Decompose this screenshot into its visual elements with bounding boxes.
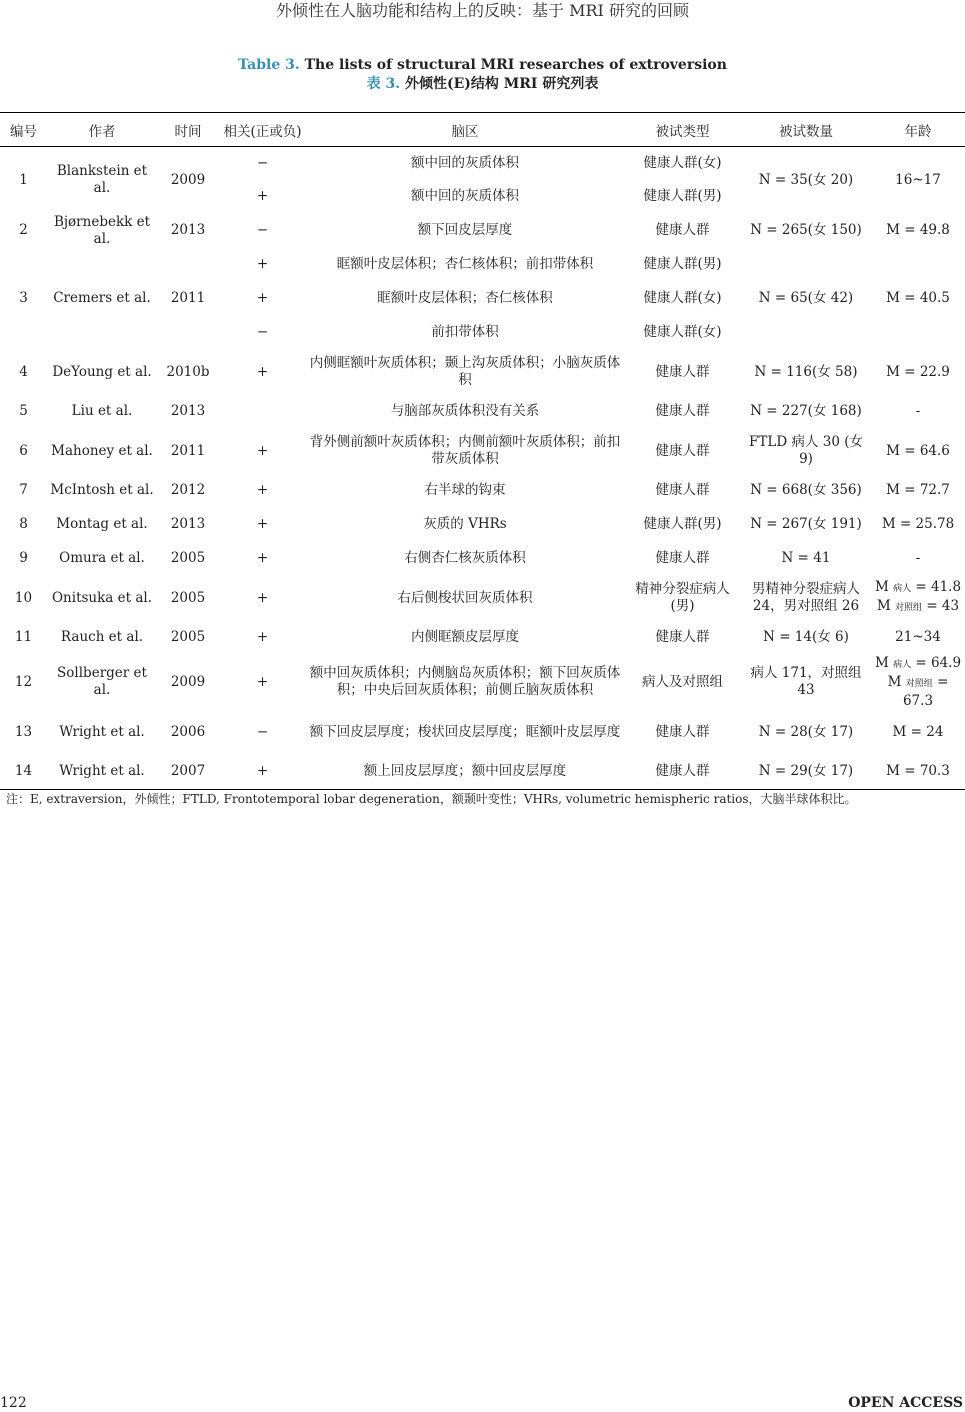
age-patient-subscript: 病人	[893, 584, 912, 594]
cell-id: 9	[19, 550, 28, 566]
table-row	[0, 710, 965, 755]
cell-id: 2	[19, 222, 28, 238]
col-header-sign: 相关(正或负)	[219, 113, 306, 147]
cell-year: 2011	[170, 442, 206, 459]
cell-author: Omura et al.	[59, 550, 145, 566]
age-patient-line	[873, 655, 963, 674]
cell-sample-size: N = 28(女 17)	[758, 723, 854, 740]
cell-author: Cremers et al.	[53, 290, 151, 306]
age-control-subscript: 对照组	[895, 603, 923, 613]
cell-subject-type: 病人及对照组	[642, 673, 723, 690]
cell-sign: +	[219, 755, 306, 790]
cell-author: Montag et al.	[56, 516, 148, 532]
cell-region: 额中回的灰质体积	[411, 154, 519, 171]
running-header: 外倾性在人脑功能和结构上的反映：基于 MRI 研究的回顾	[276, 1, 689, 20]
cell-year: 2009	[170, 171, 206, 188]
page-number: 122	[0, 1395, 27, 1411]
cell-subject-type: 健康人群	[655, 723, 710, 740]
cell-region: 眶额叶皮层体积；杏仁核体积	[377, 290, 553, 306]
cell-year: 2013	[170, 516, 206, 532]
age-control-line	[873, 674, 963, 710]
cell-subject-type: 健康人群	[655, 403, 710, 419]
table-row	[0, 576, 965, 621]
age-control-value: = 43	[926, 598, 960, 614]
cell-region: 额下回皮层厚度	[417, 222, 513, 238]
cell-age: M = 22.9	[886, 363, 950, 380]
col-header-region: 脑区	[306, 113, 624, 147]
caption-english	[0, 56, 965, 75]
cell-id: 11	[14, 629, 33, 645]
cell-year: 2007	[157, 755, 219, 790]
cell-year: 2010b	[166, 363, 210, 380]
cell-author: McIntosh et al.	[50, 482, 154, 498]
cell-region: 额中回灰质体积；内侧脑岛灰质体积；额下回灰质体积；中央后回灰质体积；前侧丘脑灰质体积	[309, 665, 621, 698]
cell-sign: +	[256, 256, 269, 272]
cell-year: 2006	[170, 723, 206, 740]
cell-region: 右半球的钩束	[424, 482, 506, 498]
cell-region: 内侧眶额叶灰质体积；颞上沟灰质体积；小脑灰质体积	[309, 355, 621, 388]
col-header-id: 编号	[0, 113, 47, 147]
cell-sample-size: N = 14(女 6)	[763, 629, 849, 645]
cell-age	[871, 655, 965, 710]
cell-region: 与脑部灰质体积没有关系	[390, 403, 540, 419]
cell-sign: +	[256, 363, 269, 380]
cell-id: 10	[14, 589, 33, 606]
cell-id: 1	[19, 171, 28, 188]
cell-id: 6	[19, 442, 28, 459]
cell-age: M = 70.3	[871, 755, 965, 790]
cell-sample-size: FTLD 病人 30 (女 9)	[749, 434, 863, 467]
cell-region: 右侧杏仁核灰质体积	[404, 550, 526, 566]
age-control-line	[873, 598, 963, 617]
table-row	[0, 508, 965, 542]
col-header-sample-size: 被试数量	[741, 113, 871, 147]
cell-sample-size: 男精神分裂症病人 24，男对照组 26	[752, 581, 860, 614]
cell-age: M = 72.7	[886, 482, 950, 498]
age-patient-subscript: 病人	[893, 659, 912, 670]
cell-age: 21~34	[895, 629, 941, 645]
col-header-author: 作者	[47, 113, 157, 147]
table-row	[0, 621, 965, 655]
cell-sign	[219, 395, 306, 429]
table-row	[0, 214, 965, 248]
age-m-label: M	[876, 598, 891, 614]
cell-id: 13	[14, 723, 33, 740]
cell-age: -	[915, 550, 921, 566]
age-patient-value: = 41.8	[915, 579, 962, 595]
table-row	[0, 429, 965, 474]
cell-region: 额下回皮层厚度；梭状回皮层厚度；眶额叶皮层厚度	[309, 723, 621, 740]
cell-subject-type: 健康人群	[655, 222, 710, 238]
table-row	[0, 350, 965, 395]
cell-id: 8	[19, 516, 28, 532]
cell-sample-size: N = 41	[781, 550, 831, 566]
table-footnote: 注：E, extraversion，外倾性；FTLD, Frontotemporal lobar degeneration，额颞叶变性；VHRs, volumetric hemispheric ratios，大脑半球体积比。	[6, 792, 857, 806]
table-row	[0, 474, 965, 508]
cell-sample-size: N = 35(女 20)	[758, 171, 854, 188]
col-header-age: 年龄	[871, 113, 965, 147]
cell-sign: +	[256, 188, 269, 204]
cell-year: 2009	[170, 673, 206, 690]
cell-region: 内侧眶额皮层厚度	[411, 629, 519, 645]
cell-id: 7	[19, 482, 28, 498]
table-row	[0, 395, 965, 429]
cell-age: M = 40.5	[886, 290, 950, 306]
cell-year: 2005	[170, 589, 206, 606]
cell-age: 16~17	[895, 171, 941, 188]
cell-year: 2012	[170, 482, 206, 498]
open-access-label: OPEN ACCESS	[848, 1395, 963, 1411]
age-m-label: M	[874, 579, 889, 595]
caption-zh-number: 表 3.	[366, 76, 401, 92]
cell-age: M = 24	[892, 723, 944, 740]
cell-author: Rauch et al.	[60, 629, 144, 645]
cell-age: -	[915, 403, 921, 419]
cell-age: M = 25.78	[881, 516, 955, 532]
caption-en-number: Table 3.	[238, 57, 300, 73]
table-row	[0, 542, 965, 576]
cell-sample-size: N = 116(女 58)	[754, 363, 858, 380]
cell-subject-type: 健康人群(女)	[643, 324, 722, 340]
cell-sign: −	[256, 723, 269, 740]
cell-region: 灰质的 VHRs	[423, 516, 507, 532]
cell-subject-type: 健康人群(女)	[643, 290, 722, 306]
cell-year: 2005	[170, 629, 206, 645]
cell-sign: +	[256, 442, 269, 459]
caption-zh-text: 外倾性(E)结构 MRI 研究列表	[405, 76, 599, 92]
cell-subject-type: 健康人群(男)	[643, 516, 722, 532]
cell-subject-type: 健康人群(男)	[643, 256, 722, 272]
cell-age	[871, 576, 965, 621]
cell-subject-type: 健康人群	[655, 550, 710, 566]
cell-author: Liu et al.	[71, 403, 133, 419]
cell-id: 4	[19, 363, 28, 380]
age-patient-value: = 64.9	[915, 654, 962, 671]
cell-sample-size: 病人 171，对照组 43	[750, 665, 862, 698]
cell-sign: +	[256, 290, 269, 306]
cell-author: Onitsuka et al.	[51, 589, 152, 606]
cell-author: Mahoney et al.	[51, 442, 153, 459]
age-m-label: M	[874, 654, 889, 671]
cell-author: Blankstein et al.	[56, 163, 148, 197]
cell-subject-type: 健康人群	[655, 442, 710, 459]
cell-author: DeYoung et al.	[52, 363, 152, 380]
cell-sign: +	[256, 550, 269, 566]
table-caption	[0, 56, 965, 94]
cell-sign: +	[256, 673, 269, 690]
age-control-value: = 67.3	[902, 673, 949, 709]
cell-year: 2011	[170, 290, 206, 306]
cell-subject-type: 健康人群	[655, 482, 710, 498]
cell-sign: −	[256, 222, 269, 238]
cell-sample-size: N = 227(女 168)	[750, 403, 862, 419]
age-m-label: M	[887, 673, 902, 690]
cell-sign: −	[256, 154, 269, 171]
cell-sample-size: N = 668(女 356)	[750, 482, 862, 498]
table-header-row	[0, 113, 965, 147]
cell-year: 2013	[170, 403, 206, 419]
cell-region: 背外侧前额叶灰质体积；内侧前额叶灰质体积；前扣带灰质体积	[309, 434, 621, 467]
cell-region: 眶额叶皮层体积；杏仁核体积；前扣带体积	[336, 256, 594, 272]
table-row	[0, 248, 965, 282]
cell-subject-type: 健康人群	[655, 629, 710, 645]
table-row	[0, 655, 965, 710]
cell-subject-type: 健康人群	[655, 363, 710, 380]
cell-region: 右后侧梭状回灰质体积	[397, 589, 533, 606]
cell-year: 2005	[170, 550, 206, 566]
cell-sample-size: N = 267(女 191)	[750, 516, 862, 532]
col-header-year: 时间	[157, 113, 219, 147]
cell-region: 前扣带体积	[431, 324, 499, 340]
cell-author: Wright et al.	[59, 723, 145, 740]
caption-en-text: The lists of structural MRI researches of extroversion	[304, 57, 727, 73]
cell-sign: +	[256, 516, 269, 532]
cell-year: 2013	[170, 222, 206, 238]
cell-sample-size: N = 265(女 150)	[750, 222, 862, 238]
col-header-subject-type: 被试类型	[624, 113, 741, 147]
cell-age: M = 64.6	[886, 442, 950, 459]
cell-sample-size: N = 29(女 17)	[741, 755, 871, 790]
cell-subject-type: 健康人群(男)	[643, 188, 722, 204]
structural-mri-table	[0, 112, 965, 790]
cell-sign: +	[256, 482, 269, 498]
table-row	[0, 147, 965, 180]
cell-subject-type: 健康人群	[624, 755, 741, 790]
cell-sign: −	[256, 324, 269, 340]
age-patient-line	[873, 579, 963, 598]
cell-region: 额上回皮层厚度；额中回皮层厚度	[306, 755, 624, 790]
table-row	[0, 755, 965, 790]
cell-id: 5	[19, 403, 28, 419]
cell-age: M = 49.8	[886, 222, 950, 238]
cell-author: Bjørnebekk et al.	[53, 213, 151, 247]
age-control-subscript: 对照组	[905, 678, 933, 689]
cell-id: 14	[0, 755, 47, 790]
cell-author: Sollberger et al.	[57, 665, 147, 698]
cell-subject-type: 精神分裂症病人(男)	[635, 581, 730, 614]
cell-id: 12	[14, 673, 33, 690]
cell-sign: +	[256, 589, 269, 606]
cell-author: Wright et al.	[47, 755, 157, 790]
cell-id: 3	[19, 290, 28, 306]
caption-chinese	[0, 75, 965, 94]
cell-sign: +	[256, 629, 269, 645]
cell-subject-type: 健康人群(女)	[643, 154, 722, 171]
cell-region: 额中回的灰质体积	[411, 188, 519, 204]
cell-sample-size: N = 65(女 42)	[758, 290, 854, 306]
